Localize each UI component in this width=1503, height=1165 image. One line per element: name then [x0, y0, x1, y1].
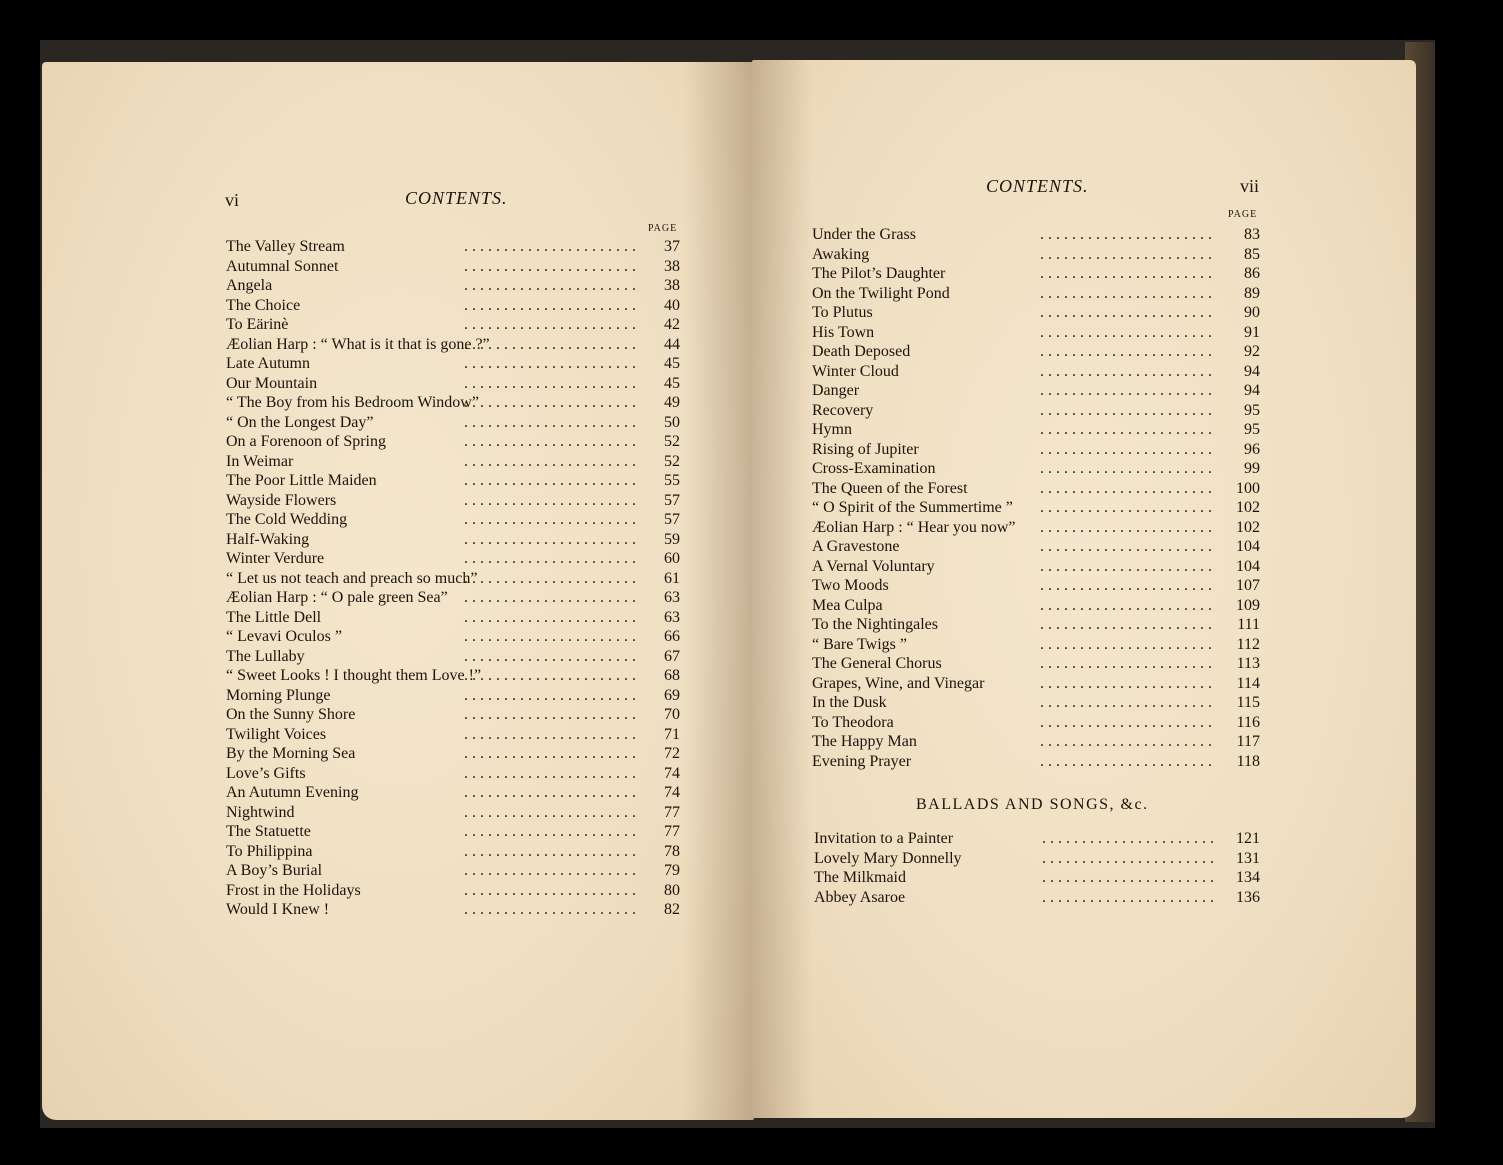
toc-entry	[226, 842, 686, 862]
toc-entry-page-number: 94	[1244, 362, 1260, 380]
dot-leader: . . . . . . . . . . . . . . . . . . . . . .	[1040, 596, 1212, 614]
toc-entry	[812, 479, 1264, 499]
toc-entry	[226, 276, 686, 296]
toc-entry-page-number: 109	[1236, 596, 1260, 614]
toc-entry-title: The Queen of the Forest	[812, 479, 968, 497]
toc-entry-page-number: 91	[1244, 323, 1260, 341]
left-toc-list	[226, 237, 686, 920]
dot-leader: . . . . . . . . . . . . . . . . . . . . . .	[1040, 694, 1212, 711]
toc-entry-title: In Weimar	[226, 452, 294, 470]
toc-entry-title: On the Sunny Shore	[226, 706, 356, 723]
toc-entry-page-number: 85	[1244, 245, 1260, 263]
toc-entry	[812, 342, 1264, 362]
dot-leader: . . . . . . . . . . . . . . . . . . . . . .	[464, 745, 636, 762]
toc-entry-title: Late Autumn	[226, 355, 310, 372]
dot-leader: . . . . . . . . . . . . . . . . . . . . . .	[464, 628, 636, 645]
toc-entry-title: Recovery	[812, 401, 874, 419]
toc-entry	[812, 557, 1264, 577]
toc-entry-title: In the Dusk	[812, 694, 887, 711]
toc-entry-title: “ Sweet Looks ! I thought them Love !”	[226, 667, 482, 684]
dot-leader: . . . . . . . . . . . . . . . . . . . . . .	[1040, 226, 1212, 243]
toc-entry	[814, 888, 1264, 908]
toc-entry-page-number: 74	[664, 764, 680, 782]
dot-leader: . . . . . . . . . . . . . . . . . . . . . .	[1040, 557, 1212, 575]
toc-entry-page-number: 90	[1244, 304, 1260, 321]
toc-entry	[226, 237, 686, 257]
toc-entry-title: Two Moods	[812, 577, 889, 594]
toc-entry	[812, 576, 1264, 596]
toc-entry	[226, 549, 686, 569]
toc-entry-title: The Poor Little Maiden	[226, 472, 377, 489]
toc-entry-title: A Gravestone	[812, 538, 900, 555]
toc-entry-title: Frost in the Holidays	[226, 881, 361, 899]
dot-leader: . . . . . . . . . . . . . . . . . . . . . .	[464, 316, 636, 333]
toc-entry-title: Autumnal Sonnet	[226, 257, 339, 275]
dot-leader: . . . . . . . . . . . . . . . . . . . . . .	[464, 413, 636, 431]
toc-entry	[812, 420, 1264, 440]
toc-entry-page-number: 67	[664, 647, 680, 665]
toc-entry-title: The Happy Man	[812, 733, 917, 750]
toc-entry	[226, 471, 686, 491]
toc-entry-page-number: 37	[664, 238, 680, 255]
toc-entry-page-number: 63	[664, 608, 680, 626]
toc-entry-title: “ Let us not teach and preach so much”	[226, 569, 478, 587]
toc-entry-page-number: 89	[1244, 284, 1260, 302]
toc-entry-page-number: 134	[1236, 869, 1260, 886]
toc-entry-page-number: 70	[664, 706, 680, 723]
toc-entry	[812, 752, 1264, 772]
toc-entry-page-number: 57	[664, 491, 680, 509]
toc-entry-page-number: 118	[1236, 752, 1260, 770]
toc-entry-title: Winter Verdure	[226, 550, 325, 567]
toc-entry-page-number: 86	[1244, 265, 1260, 282]
toc-entry-title: On a Forenoon of Spring	[226, 433, 386, 450]
toc-entry	[226, 764, 686, 784]
toc-entry	[226, 315, 686, 335]
dot-leader: . . . . . . . . . . . . . . . . . . . . . .	[464, 589, 636, 606]
right-folio: vii	[1240, 176, 1260, 196]
toc-entry	[226, 413, 686, 433]
dot-leader: . . . . . . . . . . . . . . . . . . . . . .	[1040, 538, 1212, 555]
dot-leader: . . . . . . . . . . . . . . . . . . . . . .	[1040, 752, 1212, 770]
dot-leader: . . . . . . . . . . . . . . . . . . . . . .	[1040, 304, 1212, 321]
toc-entry	[226, 452, 686, 472]
toc-entry	[814, 829, 1264, 849]
toc-entry-title: Rising of Jupiter	[812, 440, 919, 458]
toc-entry-title: To Eärinè	[226, 316, 289, 333]
toc-entry-page-number: 72	[664, 745, 680, 762]
toc-entry-title: The General Chorus	[812, 655, 942, 672]
toc-entry-page-number: 107	[1236, 577, 1260, 594]
toc-entry-title: Æolian Harp : “ What is it that is gone ?”	[226, 335, 490, 353]
toc-entry-page-number: 74	[664, 784, 680, 801]
dot-leader: . . . . . . . . . . . . . . . . . . . . . .	[464, 881, 636, 899]
toc-entry	[812, 518, 1264, 538]
left-header	[405, 188, 508, 209]
dot-leader: . . . . . . . . . . . . . . . . . . . . . .	[464, 823, 636, 840]
dot-leader: . . . . . . . . . . . . . . . . . . . . . .	[1042, 849, 1214, 867]
toc-entry-title: Mea Culpa	[812, 596, 883, 614]
dot-leader: . . . . . . . . . . . . . . . . . . . . . .	[1040, 577, 1212, 594]
toc-entry	[814, 849, 1264, 869]
gutter-shadow	[752, 60, 812, 1118]
toc-entry	[812, 654, 1264, 674]
left-page	[42, 62, 754, 1120]
toc-entry-title: Under the Grass	[812, 226, 916, 243]
toc-entry-title: A Vernal Voluntary	[812, 557, 935, 575]
dot-leader: . . . . . . . . . . . . . . . . . . . . . .	[464, 530, 636, 548]
dot-leader: . . . . . . . . . . . . . . . . . . . . . .	[464, 803, 636, 821]
toc-entry-title: The Milkmaid	[814, 869, 906, 886]
dot-leader: . . . . . . . . . . . . . . . . . . . . . .	[464, 296, 636, 314]
dot-leader: . . . . . . . . . . . . . . . . . . . . . .	[1040, 713, 1212, 731]
section-heading: BALLADS AND SONGS, &c.	[916, 796, 1149, 813]
toc-entry-title: Morning Plunge	[226, 686, 331, 704]
toc-entry	[812, 225, 1264, 245]
toc-entry-title: Cross-Examination	[812, 460, 936, 477]
toc-entry	[812, 732, 1264, 752]
toc-entry-page-number: 45	[664, 355, 680, 372]
toc-entry	[812, 635, 1264, 655]
toc-entry-page-number: 61	[664, 569, 680, 587]
dot-leader: . . . . . . . . . . . . . . . . . . . . . .	[464, 374, 636, 392]
toc-entry-page-number: 50	[664, 413, 680, 431]
dot-leader: . . . . . . . . . . . . . . . . . . . . . .	[1042, 869, 1214, 886]
dot-leader: . . . . . . . . . . . . . . . . . . . . . .	[1040, 518, 1212, 536]
dot-leader: . . . . . . . . . . . . . . . . . . . . . .	[1040, 382, 1212, 399]
toc-entry	[226, 393, 686, 413]
toc-entry-title: The Pilot’s Daughter	[812, 265, 946, 282]
toc-entry-title: Twilight Voices	[226, 725, 327, 743]
toc-entry	[226, 491, 686, 511]
dot-leader: . . . . . . . . . . . . . . . . . . . . . .	[464, 901, 636, 918]
toc-entry-title: Æolian Harp : “ Hear you now”	[812, 518, 1016, 536]
toc-entry-page-number: 66	[664, 628, 680, 645]
toc-entry-title: Our Mountain	[226, 374, 318, 392]
toc-entry-title: To Theodora	[812, 713, 894, 731]
right-page	[752, 60, 1416, 1118]
toc-entry	[226, 783, 686, 803]
toc-entry-page-number: 40	[664, 296, 680, 314]
toc-entry-page-number: 71	[664, 725, 680, 743]
toc-entry	[226, 803, 686, 823]
toc-entry-page-number: 114	[1236, 674, 1260, 692]
toc-entry-title: To the Nightingales	[812, 616, 938, 633]
toc-entry	[226, 861, 686, 881]
dot-leader: . . . . . . . . . . . . . . . . . . . . . .	[464, 277, 636, 294]
toc-entry	[226, 569, 686, 589]
dot-leader: . . . . . . . . . . . . . . . . . . . . . .	[1040, 343, 1212, 360]
toc-entry-page-number: 69	[664, 686, 680, 704]
dot-leader: . . . . . . . . . . . . . . . . . . . . . .	[464, 706, 636, 723]
dot-leader: . . . . . . . . . . . . . . . . . . . . . .	[464, 569, 636, 587]
dot-leader: . . . . . . . . . . . . . . . . . . . . . .	[1040, 674, 1212, 692]
toc-entry-title: An Autumn Evening	[226, 784, 359, 801]
toc-entry-title: Grapes, Wine, and Vinegar	[812, 674, 985, 692]
toc-entry	[226, 296, 686, 316]
dot-leader: . . . . . . . . . . . . . . . . . . . . . .	[1040, 362, 1212, 380]
right-page-label: PAGE	[1228, 209, 1258, 220]
dot-leader: . . . . . . . . . . . . . . . . . . . . . .	[464, 686, 636, 704]
toc-entry	[812, 596, 1264, 616]
toc-entry	[226, 666, 686, 686]
toc-entry-title: The Valley Stream	[226, 238, 345, 255]
toc-entry-title: Abbey Asaroe	[814, 888, 906, 906]
dot-leader: . . . . . . . . . . . . . . . . . . . . . .	[464, 842, 636, 860]
toc-entry-title: Awaking	[812, 245, 870, 263]
toc-entry-title: Lovely Mary Donnelly	[814, 849, 962, 867]
right-header	[986, 176, 1089, 197]
dot-leader: . . . . . . . . . . . . . . . . . . . . . .	[464, 784, 636, 801]
toc-entry	[226, 588, 686, 608]
dot-leader: . . . . . . . . . . . . . . . . . . . . . .	[464, 725, 636, 743]
toc-entry-page-number: 49	[664, 394, 680, 411]
dot-leader: . . . . . . . . . . . . . . . . . . . . . .	[1040, 265, 1212, 282]
dot-leader: . . . . . . . . . . . . . . . . . . . . . .	[1040, 323, 1212, 341]
toc-entry	[812, 401, 1264, 421]
left-page-label: PAGE	[648, 223, 678, 234]
dot-leader: . . . . . . . . . . . . . . . . . . . . . .	[464, 550, 636, 567]
dot-leader: . . . . . . . . . . . . . . . . . . . . . .	[1042, 830, 1214, 847]
toc-entry-title: Angela	[226, 277, 273, 294]
toc-entry	[226, 686, 686, 706]
dot-leader: . . . . . . . . . . . . . . . . . . . . . .	[1040, 460, 1212, 477]
toc-entry	[226, 354, 686, 374]
toc-entry-page-number: 52	[664, 452, 680, 470]
toc-entry-title: Nightwind	[226, 803, 295, 821]
dot-leader: . . . . . . . . . . . . . . . . . . . . . .	[464, 667, 636, 684]
right-toc-list	[812, 225, 1264, 771]
toc-entry-title: Hymn	[812, 421, 852, 438]
toc-entry-page-number: 95	[1244, 401, 1260, 419]
toc-entry	[812, 245, 1264, 265]
toc-entry-page-number: 38	[664, 257, 680, 275]
toc-entry-page-number: 68	[664, 667, 680, 684]
toc-entry	[226, 705, 686, 725]
toc-entry	[226, 432, 686, 452]
toc-entry-title: “ The Boy from his Bedroom Window”	[226, 394, 479, 411]
toc-entry	[812, 381, 1264, 401]
toc-entry	[812, 713, 1264, 733]
dot-leader: . . . . . . . . . . . . . . . . . . . . . .	[464, 472, 636, 489]
toc-entry-title: “ Bare Twigs ”	[812, 635, 907, 653]
toc-entry	[226, 900, 686, 920]
toc-entry-page-number: 115	[1236, 694, 1260, 711]
toc-entry-title: Winter Cloud	[812, 362, 899, 380]
toc-entry	[812, 323, 1264, 343]
dot-leader: . . . . . . . . . . . . . . . . . . . . . .	[1040, 421, 1212, 438]
toc-entry-title: On the Twilight Pond	[812, 284, 950, 302]
toc-entry-title: To Plutus	[812, 304, 873, 321]
dot-leader: . . . . . . . . . . . . . . . . . . . . . .	[464, 647, 636, 665]
dot-leader: . . . . . . . . . . . . . . . . . . . . . .	[1040, 655, 1212, 672]
toc-entry-page-number: 104	[1236, 557, 1260, 575]
toc-entry-page-number: 78	[664, 842, 680, 860]
toc-entry	[226, 335, 686, 355]
toc-entry-page-number: 121	[1236, 830, 1260, 847]
toc-entry	[226, 822, 686, 842]
toc-entry-title: Wayside Flowers	[226, 491, 337, 509]
dot-leader: . . . . . . . . . . . . . . . . . . . . . .	[464, 355, 636, 372]
toc-entry	[814, 868, 1264, 888]
section-toc-list	[814, 829, 1264, 907]
toc-entry-page-number: 77	[664, 823, 680, 840]
toc-entry-page-number: 95	[1244, 421, 1260, 438]
toc-entry	[226, 608, 686, 628]
toc-entry-page-number: 113	[1236, 655, 1260, 672]
dot-leader: . . . . . . . . . . . . . . . . . . . . . .	[1040, 284, 1212, 302]
toc-entry-title: Would I Knew !	[226, 901, 330, 918]
toc-entry	[226, 627, 686, 647]
toc-entry	[226, 530, 686, 550]
dot-leader: . . . . . . . . . . . . . . . . . . . . . .	[464, 511, 636, 528]
dot-leader: . . . . . . . . . . . . . . . . . . . . . .	[1040, 440, 1212, 458]
toc-entry-page-number: 63	[664, 589, 680, 606]
right-header-title: CONTENTS.	[986, 176, 1089, 196]
toc-entry-title: The Cold Wedding	[226, 511, 348, 528]
toc-entry	[812, 284, 1264, 304]
toc-entry-title: The Little Dell	[226, 608, 322, 626]
toc-entry-title: The Statuette	[226, 823, 311, 840]
toc-entry-page-number: 60	[664, 550, 680, 567]
toc-entry-title: “ Levavi Oculos ”	[226, 628, 342, 645]
dot-leader: . . . . . . . . . . . . . . . . . . . . . .	[464, 238, 636, 255]
toc-entry	[226, 510, 686, 530]
toc-entry-title: Danger	[812, 382, 860, 399]
toc-entry-page-number: 92	[1244, 343, 1260, 360]
toc-entry-page-number: 59	[664, 530, 680, 548]
toc-entry	[226, 647, 686, 667]
toc-entry	[226, 744, 686, 764]
dot-leader: . . . . . . . . . . . . . . . . . . . . . .	[464, 452, 636, 470]
dot-leader: . . . . . . . . . . . . . . . . . . . . . .	[464, 335, 636, 353]
dot-leader: . . . . . . . . . . . . . . . . . . . . . .	[464, 433, 636, 450]
toc-entry	[812, 693, 1264, 713]
toc-entry-page-number: 111	[1237, 616, 1260, 633]
toc-entry-page-number: 136	[1236, 888, 1260, 906]
toc-entry	[812, 615, 1264, 635]
toc-entry-page-number: 82	[664, 901, 680, 918]
toc-entry-page-number: 96	[1244, 440, 1260, 458]
toc-entry-page-number: 79	[664, 862, 680, 879]
toc-entry-title: Æolian Harp : “ O pale green Sea”	[226, 589, 448, 606]
toc-entry-page-number: 102	[1236, 499, 1260, 516]
toc-entry-page-number: 104	[1236, 538, 1260, 555]
toc-entry	[812, 498, 1264, 518]
dot-leader: . . . . . . . . . . . . . . . . . . . . . .	[1040, 616, 1212, 633]
toc-entry-title: The Choice	[226, 296, 301, 314]
toc-entry-title: To Philippina	[226, 842, 313, 860]
toc-entry	[226, 881, 686, 901]
toc-entry-page-number: 80	[664, 881, 680, 899]
toc-entry-title: Invitation to a Painter	[814, 830, 954, 847]
toc-entry	[226, 374, 686, 394]
dot-leader: . . . . . . . . . . . . . . . . . . . . . .	[1040, 401, 1212, 419]
toc-entry	[812, 303, 1264, 323]
toc-entry-page-number: 42	[664, 316, 680, 333]
toc-entry-page-number: 83	[1244, 226, 1260, 243]
toc-entry-page-number: 77	[664, 803, 680, 821]
left-header-title: CONTENTS.	[405, 188, 508, 208]
dot-leader: . . . . . . . . . . . . . . . . . . . . . .	[464, 608, 636, 626]
toc-entry-page-number: 45	[664, 374, 680, 392]
dot-leader: . . . . . . . . . . . . . . . . . . . . . .	[1040, 479, 1212, 497]
toc-entry-title: By the Morning Sea	[226, 745, 356, 762]
toc-entry-page-number: 99	[1244, 460, 1260, 477]
dot-leader: . . . . . . . . . . . . . . . . . . . . . .	[464, 257, 636, 275]
toc-entry	[226, 725, 686, 745]
dot-leader: . . . . . . . . . . . . . . . . . . . . . .	[464, 394, 636, 411]
toc-entry-page-number: 55	[664, 472, 680, 489]
toc-entry-title: Love’s Gifts	[226, 764, 306, 782]
toc-entry	[812, 264, 1264, 284]
gutter-shadow	[684, 62, 754, 1120]
dot-leader: . . . . . . . . . . . . . . . . . . . . . .	[1040, 635, 1212, 653]
toc-entry-page-number: 100	[1236, 479, 1260, 497]
toc-entry-title: Evening Prayer	[812, 752, 912, 770]
toc-entry	[812, 362, 1264, 382]
toc-entry-page-number: 112	[1236, 635, 1260, 653]
toc-entry	[812, 537, 1264, 557]
toc-entry	[812, 459, 1264, 479]
toc-entry	[812, 440, 1264, 460]
toc-entry-page-number: 44	[664, 335, 680, 353]
toc-entry-title: “ On the Longest Day”	[226, 413, 374, 431]
toc-entry-page-number: 38	[664, 277, 680, 294]
toc-entry	[812, 674, 1264, 694]
toc-entry-title: Death Deposed	[812, 343, 911, 360]
dot-leader: . . . . . . . . . . . . . . . . . . . . . .	[1040, 733, 1212, 750]
toc-entry-title: “ O Spirit of the Summertime ”	[812, 499, 1013, 516]
toc-entry-title: Half-Waking	[226, 530, 310, 548]
toc-entry-page-number: 117	[1236, 733, 1260, 750]
dot-leader: . . . . . . . . . . . . . . . . . . . . . .	[464, 491, 636, 509]
left-folio: vi	[225, 190, 240, 210]
toc-entry-page-number: 102	[1236, 518, 1260, 536]
toc-entry-page-number: 131	[1236, 849, 1260, 867]
toc-entry-title: His Town	[812, 323, 875, 341]
toc-entry-page-number: 116	[1236, 713, 1260, 731]
toc-entry-page-number: 52	[664, 433, 680, 450]
dot-leader: . . . . . . . . . . . . . . . . . . . . . .	[1042, 888, 1214, 906]
toc-entry-page-number: 94	[1244, 382, 1260, 399]
dot-leader: . . . . . . . . . . . . . . . . . . . . . .	[1040, 499, 1212, 516]
dot-leader: . . . . . . . . . . . . . . . . . . . . . .	[464, 862, 636, 879]
toc-entry-page-number: 57	[664, 511, 680, 528]
dot-leader: . . . . . . . . . . . . . . . . . . . . . .	[1040, 245, 1212, 263]
dot-leader: . . . . . . . . . . . . . . . . . . . . . .	[464, 764, 636, 782]
toc-entry	[226, 257, 686, 277]
toc-entry-title: The Lullaby	[226, 647, 305, 665]
toc-entry-title: A Boy’s Burial	[226, 862, 323, 879]
